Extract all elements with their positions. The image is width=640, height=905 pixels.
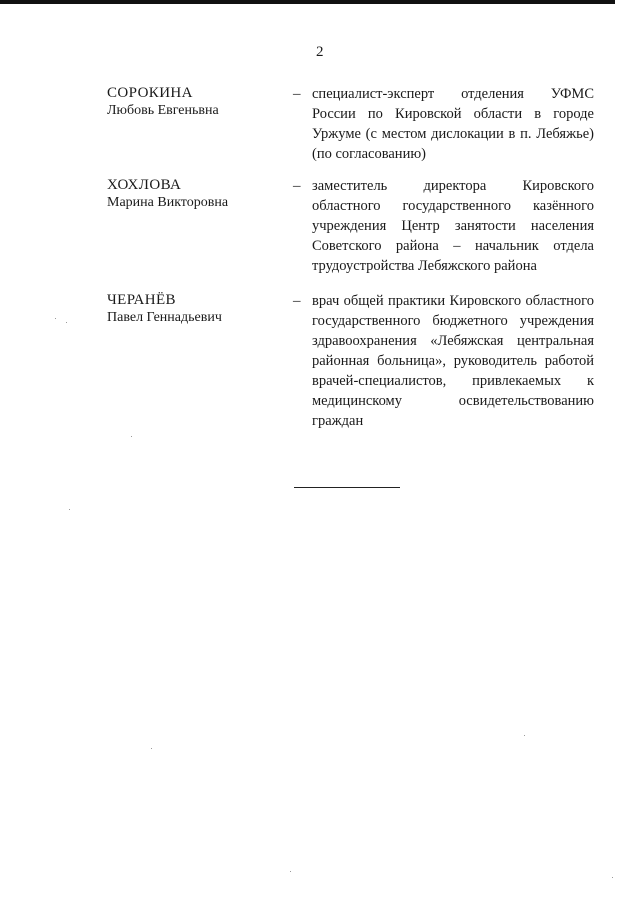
scan-speck [290, 871, 291, 872]
top-border-rule [0, 0, 615, 4]
scan-speck [55, 318, 56, 319]
scan-speck [612, 877, 613, 878]
entry-dash: – [293, 178, 301, 194]
member-given-names: Марина Викторовна [107, 195, 229, 210]
member-given-names: Любовь Евгеньвна [107, 103, 219, 118]
member-entry [107, 176, 597, 276]
member-surname: ЧЕРАНЁВ [107, 292, 176, 308]
scan-speck [66, 322, 67, 323]
scan-speck [131, 436, 132, 437]
member-name [107, 291, 282, 327]
member-surname: СОРОКИНА [107, 85, 193, 101]
member-given-names: Павел Геннадьевич [107, 310, 222, 325]
member-surname: ХОХЛОВА [107, 177, 182, 193]
entry-dash: – [293, 293, 301, 309]
member-name [107, 84, 282, 120]
entry-dash: – [293, 86, 301, 102]
member-name [107, 176, 282, 212]
member-entry [107, 291, 597, 431]
scan-speck [524, 735, 525, 736]
member-description: заместитель директора Кировского областного государственного казённого учреждения Центр занятости населения Советского района – начальник отдела трудоустройства Лебяжского района [312, 178, 594, 274]
member-description: специалист-эксперт отделения УФМС России по Кировской области в городе Уржуме (с местом дислокации в п. Лебяжье) (по согласованию) [312, 86, 594, 162]
member-description: врач общей практики Кировского областного государственного бюджетного учреждения здравоохранения «Лебяжская центральная районная больница», руководитель работой врачей-специалистов, привлекаемых к медицинскому освидетельствованию граждан [312, 293, 594, 429]
scan-speck [69, 509, 70, 510]
member-entry [107, 84, 597, 164]
page-number: 2 [316, 44, 324, 60]
scan-speck [151, 748, 152, 749]
closing-rule [294, 487, 400, 488]
